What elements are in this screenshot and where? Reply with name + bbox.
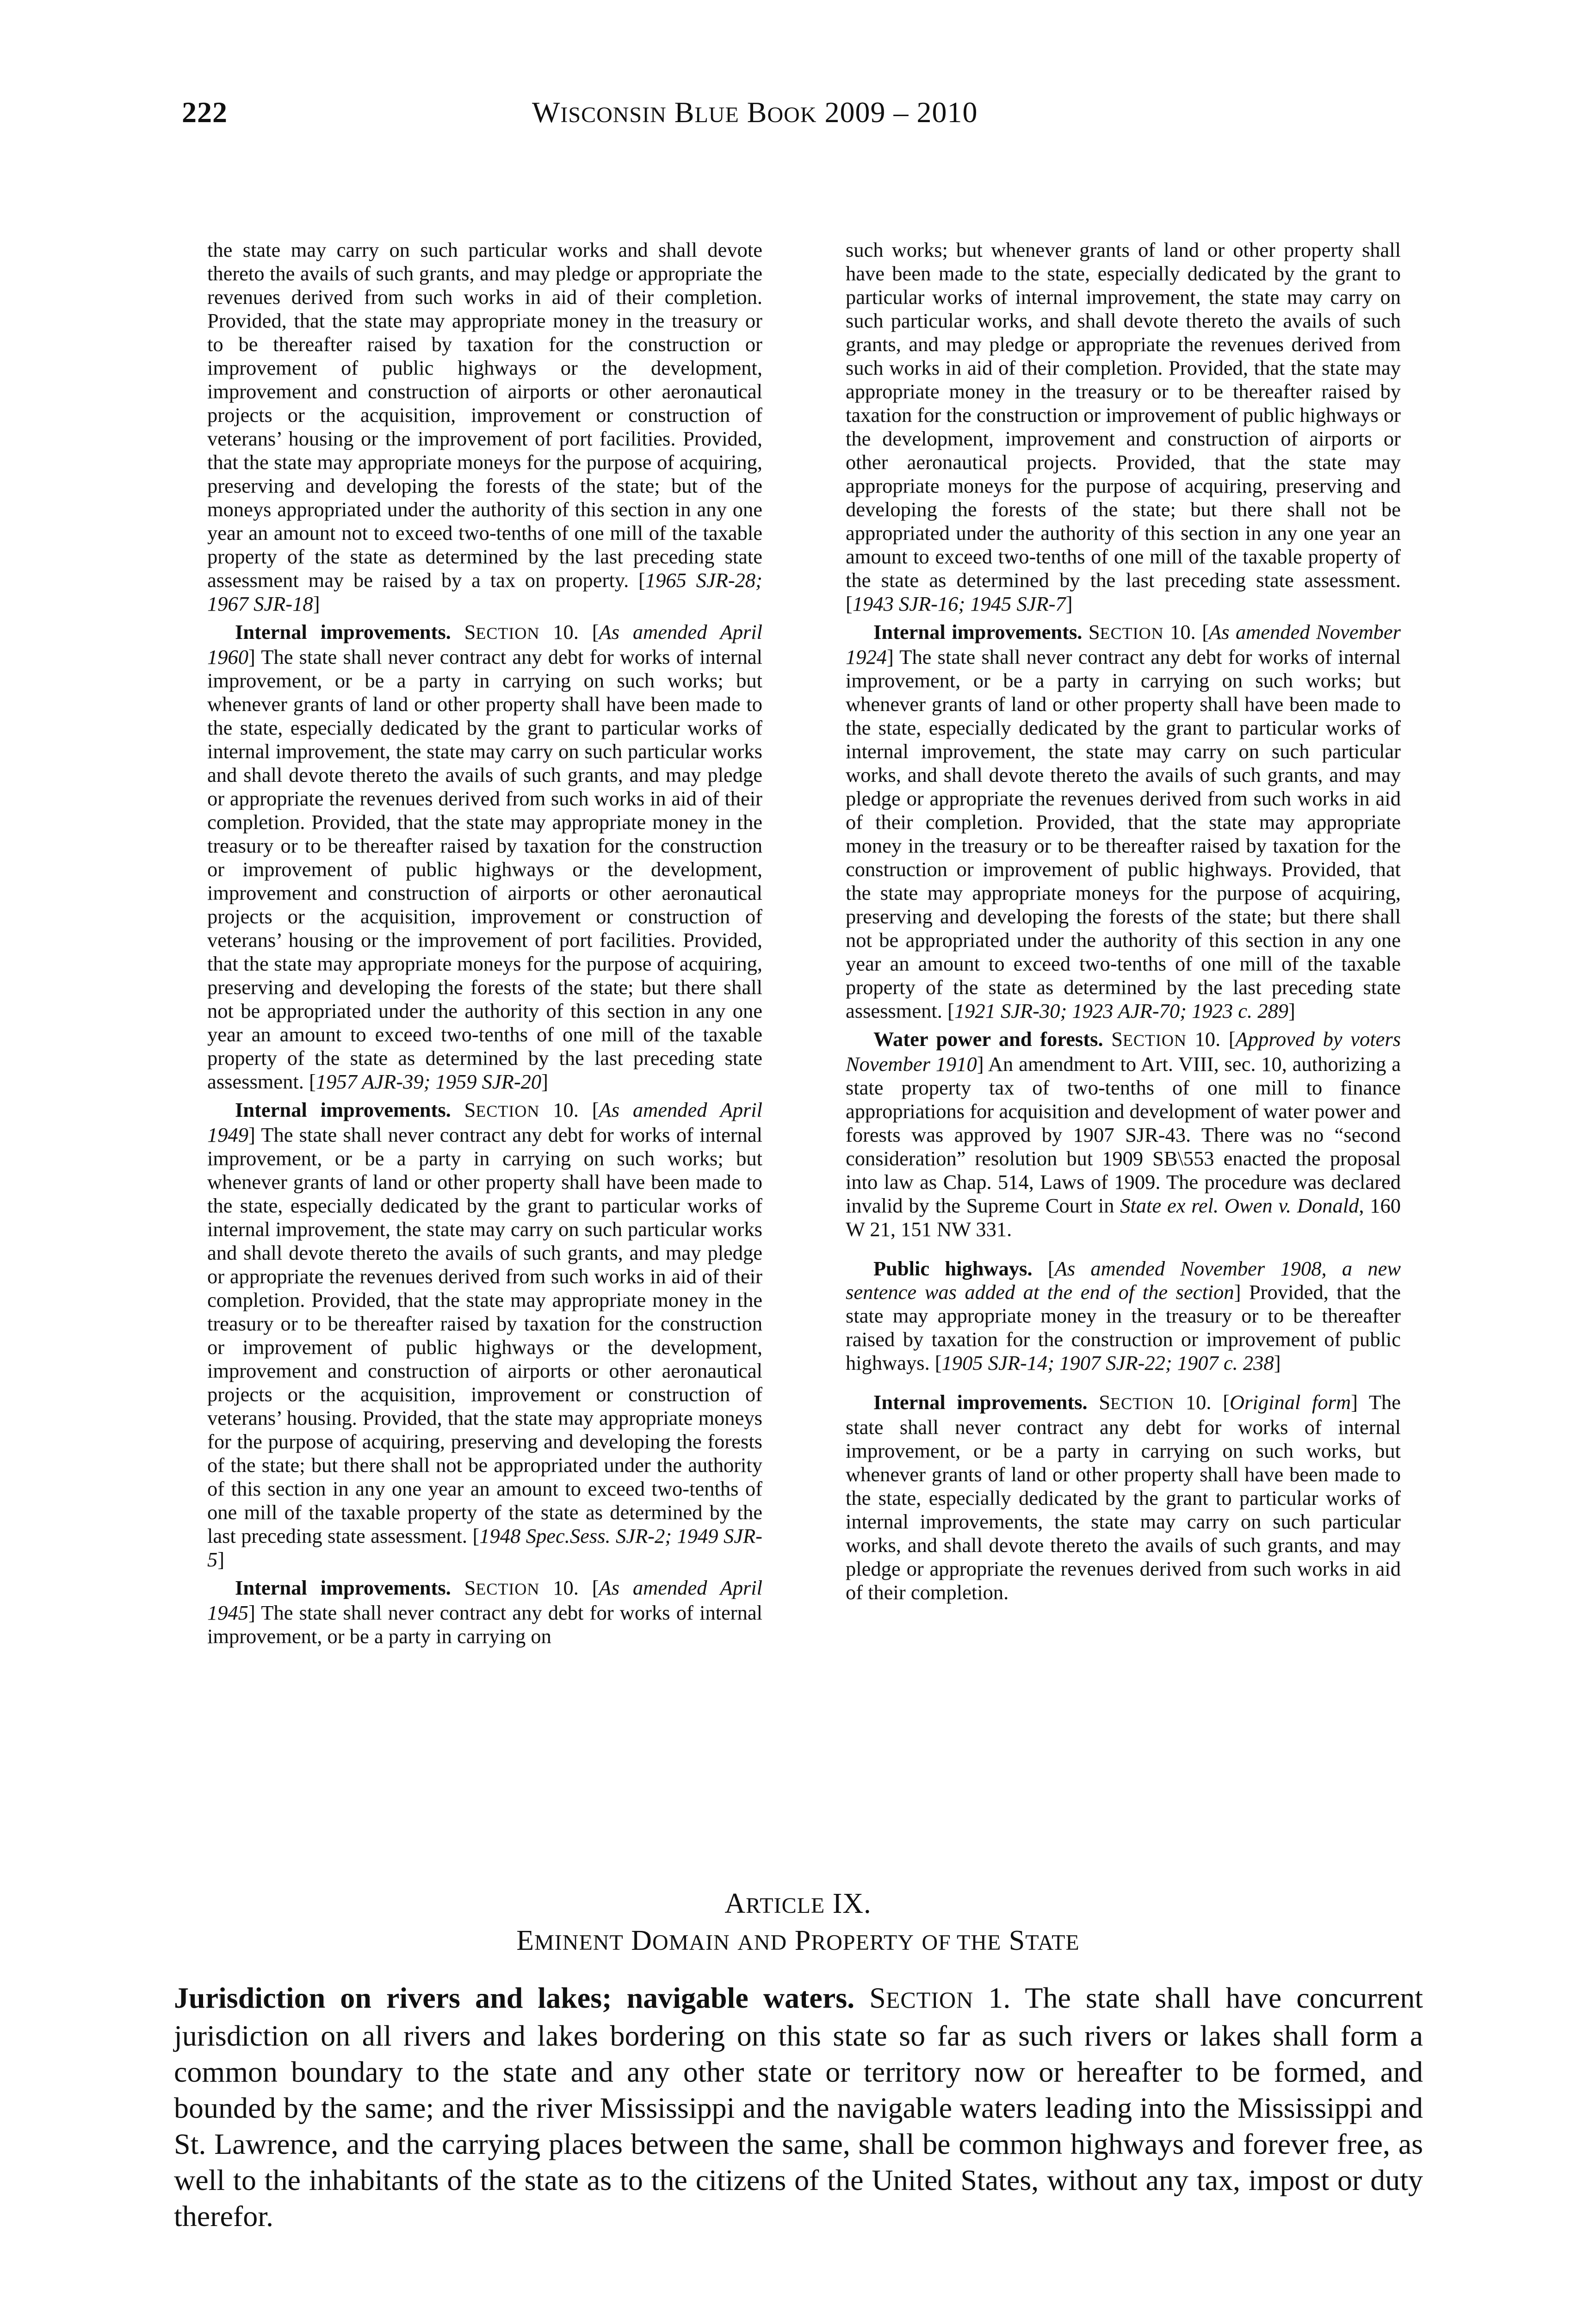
paragraph: Internal improvements. SECTION 10. [As amended April 1945] The state shall never contract any debt for works of internal improvement, or be a party in carrying on	[207, 1576, 763, 1648]
paragraph: Internal improvements. SECTION 10. [Original form] The state shall never contract any debt for works of internal improvement, or be a party in carrying on such works, but whenever grants of land or other property shall have been made to the state, especially dedicated by the grant to particular works of internal improvements, the state may carry on such particular works, and shall devote thereto the avails of such grants, and may pledge or appropriate the revenues derived from such works in aid of their completion.	[846, 1391, 1401, 1604]
page-number: 222	[182, 96, 228, 129]
section-heading: Internal improvements.	[873, 620, 1083, 643]
section-heading: Public highways.	[873, 1257, 1033, 1280]
paragraph: the state may carry on such particular works and shall devote thereto the avails of such grants, and may pledge or appropriate the revenues derived from such works in aid of their completion. Provided, that the state may appropriate money in the treasury or to be thereafter raised by taxation for the construction or improvement of public highways or the development, improvement and construction of airports or other aeronautical projects or the acquisition, improvement or construction of veterans’ housing or the improvement of port facilities. Provided, that the state may appropriate moneys for the purpose of acquiring, preserving and developing the forests of the state; but of the moneys appropriated under the authority of this section in any one year an amount not to exceed two-tenths of one mill of the taxable property of the state as determined by the last preceding state assessment may be raised by a tax on property. [1965 SJR-28; 1967 SJR-18]	[207, 238, 762, 615]
article-title: ARTICLE IX.	[724, 1888, 872, 1919]
section-heading: Jurisdiction on rivers and lakes; navigable waters.	[174, 1981, 855, 2014]
article-section: Jurisdiction on rivers and lakes; navigable waters. SECTION 1. The state shall have concurrent jurisdiction on all rivers and lakes bordering on this state so far as such rivers or lakes shall form a common boundary to the state and any other state or territory now or hereafter to be formed, and bounded by the same; and the river Mississippi and the navigable waters leading into the Mississippi and St. Lawrence, and the carrying places between the same, shall be common highways and forever free, as well to the inhabitants of the state as to the citizens of the United States, without any tax, impost or duty therefor.	[174, 1981, 1423, 2233]
article-subtitle: EMINENT DOMAIN AND PROPERTY OF THE STATE	[516, 1925, 1080, 1956]
paragraph: Internal improvements. SECTION 10. [As amended April 1949] The state shall never contract any debt for works of internal improvement, or be a party in carrying on such works; but whenever grants of land or other property shall have been made to the state, especially dedicated by the grant to particular works of internal improvement, the state may carry on such particular works and shall devote thereto the avails of such grants, and may pledge or appropriate the revenues derived from such works in aid of their completion. Provided, that the state may appropriate money in the treasury or to be thereafter raised by taxation for the construction or improvement of public highways or the development, improvement and construction of airports or other aeronautical projects or the acquisition, improvement or construction of veterans’ housing. Provided, that the state may appropriate moneys for the purpose of acquiring, preserving and developing the forests of the state; but there shall not be appropriated under the authority of this section in any one year an amount to exceed two-tenths of one mill of the taxable property of the state as determined by the last preceding state assessment. [1948 Spec.Sess. SJR-2; 1949 SJR-5]	[207, 1098, 763, 1571]
section-heading: Internal improvements.	[235, 620, 451, 643]
paragraph: such works; but whenever grants of land or other property shall have been made to the state, especially dedicated by the grant to particular works of internal improvement, the state may carry on such particular works, and shall devote thereto the avails of such grants, and may pledge or appropriate the revenues derived from such works in aid of their completion. Provided, that the state may appropriate money in the treasury or to be thereafter raised by taxation for the construction or improvement of public highways or the development, improvement and construction of airports or other aeronautical projects. Provided, that the state may appropriate moneys for the purpose of acquiring, preserving and developing the forests of the state; but there shall not be appropriated under the authority of this section in any one year an amount to exceed two-tenths of one mill of the taxable property of the state as determined by the last preceding state assessment. [1943 SJR-16; 1945 SJR-7]	[846, 238, 1401, 615]
section-heading: Internal improvements.	[873, 1391, 1088, 1414]
section-heading: Internal improvements.	[235, 1098, 451, 1121]
paragraph: Internal improvements. SECTION 10. [As amended April 1960] The state shall never contract any debt for works of internal improvement, or be a party in carrying on such works; but whenever grants of land or other property shall have been made to the state, especially dedicated by the grant to particular works of internal improvement, the state may carry on such particular works and shall devote thereto the avails of such grants, and may pledge or appropriate the revenues derived from such works in aid of their completion. Provided, that the state may appropriate money in the treasury or to be thereafter raised by taxation for the construction or improvement of public highways or the development, improvement and construction of airports or other aeronautical projects or the acquisition, improvement or construction of veterans’ housing or the improvement of port facilities. Provided, that the state may appropriate moneys for the purpose of acquiring, preserving and developing the forests of the state; but there shall not be appropriated under the authority of this section in any one year an amount to exceed two-tenths of one mill of the taxable property of the state as determined by the last preceding state assessment. [1957 AJR-39; 1959 SJR-20]	[207, 620, 763, 1093]
paragraph: Water power and forests. SECTION 10. [Approved by voters November 1910] An amendment to Art. VIII, sec. 10, authorizing a state property tax of two-tenths of one mill to finance appropriations for acquisition and development of water power and forests was approved by 1907 SJR-43. There was no “second consideration” resolution but 1909 SB\553 enacted the proposal into law as Chap. 514, Laws of 1909. The procedure was declared invalid by the Supreme Court in State ex rel. Owen v. Donald, 160 W 21, 151 NW 331.	[846, 1027, 1401, 1241]
section-heading: Water power and forests.	[873, 1027, 1103, 1051]
running-head: WISCONSIN BLUE BOOK 2009 – 2010	[532, 96, 978, 129]
paragraph: Public highways. [As amended November 1908, a new sentence was added at the end of the section] Provided, that the state may appropriate money in the treasury or to be thereafter raised by taxation for the construction or improvement of public highways. [1905 SJR-14; 1907 SJR-22; 1907 c. 238]	[846, 1257, 1401, 1374]
left-column	[207, 238, 762, 1648]
paragraph: Internal improvements. SECTION 10. [As amended November 1924] The state shall never contract any debt for works of internal improvement, or be a party in carrying on such works; but whenever grants of land or other property shall have been made to the state, especially dedicated by the grant to particular works of internal improvement, the state may carry on such particular works, and shall devote thereto the avails of such grants, and may pledge or appropriate the revenues derived from such works in aid of their completion. Provided, that the state may appropriate money in the treasury or to be thereafter raised by taxation for the construction or improvement of public highways. Provided, that the state may appropriate moneys for the purpose of acquiring, preserving and developing the forests of the state; but there shall not be appropriated under the authority of this section in any one year an amount to exceed two-tenths of one mill of the taxable property of the state as determined by the last preceding state assessment. [1921 SJR-30; 1923 AJR-70; 1923 c. 289]	[846, 620, 1401, 1022]
right-column	[846, 238, 1401, 1604]
section-heading: Internal improvements.	[235, 1576, 451, 1599]
